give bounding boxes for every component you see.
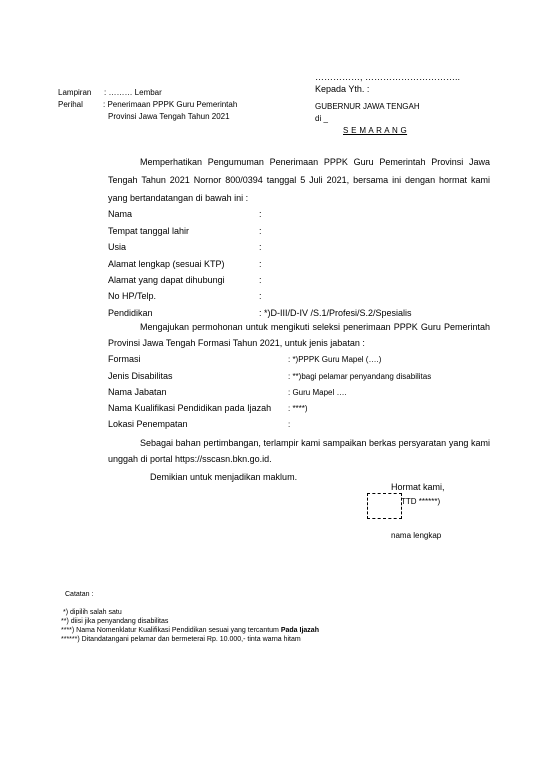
- lampiran-value: : ……… Lembar: [104, 88, 162, 97]
- signature-greeting: Hormat kami,: [391, 482, 445, 492]
- field-value-alamat-hubung: :: [259, 275, 262, 285]
- place-date: ……………, …………………………..: [315, 72, 461, 82]
- closing-line: Demikian untuk menjadikan maklum.: [150, 472, 298, 482]
- field-value-alamat-ktp: :: [259, 259, 262, 269]
- job-value-lokasi: :: [288, 420, 291, 429]
- note-item-1: *) dipilih salah satu: [63, 609, 122, 616]
- field-label-pendidikan: Pendidikan: [108, 308, 153, 318]
- note-item-3: [61, 627, 319, 634]
- signature-name: nama lengkap: [391, 531, 442, 540]
- field-value-usia: :: [259, 242, 262, 252]
- job-value-formasi: : *)PPPK Guru Mapel (….): [288, 355, 382, 364]
- field-label-alamat-hubung: Alamat yang dapat dihubungi: [108, 275, 225, 285]
- recipient-name: GUBERNUR JAWA TENGAH: [315, 102, 420, 111]
- note-item-3-bold: Pada Ijazah: [280, 627, 319, 634]
- field-value-ttl: :: [259, 226, 262, 236]
- signature-ttd: TTD ******): [401, 497, 441, 506]
- field-value-nama: :: [259, 209, 262, 219]
- field-label-nama: Nama: [108, 209, 133, 219]
- note-item-4: ******) Ditandatangani pelamar dan bermeterai Rp. 10.000,- tinta warna hitam: [61, 636, 301, 643]
- field-label-usia: Usia: [108, 242, 127, 252]
- apply-line-2: Provinsi Jawa Tengah Formasi Tahun 2021, untuk jenis jabatan :: [108, 338, 365, 348]
- intro-line-1: Memperhatikan Pengumuman Penerimaan PPPK Guru Pemerintah Provinsi Jawa: [140, 157, 490, 167]
- attach-line-1: Sebagai bahan pertimbangan, terlampir kami sampaikan berkas persyaratan yang kami: [140, 438, 490, 448]
- field-value-pendidikan: : *)D-III/D-IV /S.1/Profesi/S.2/Spesialis: [259, 308, 412, 318]
- job-label-lokasi: Lokasi Penempatan: [108, 419, 188, 429]
- intro-line-3: yang bertandatangan di bawah ini :: [108, 193, 249, 203]
- intro-line-2: Tengah Tahun 2021 Nornor 800/0394 tanggal 5 Juli 2021, bersama ini dengan hormat kami: [108, 175, 490, 185]
- job-label-jabatan: Nama Jabatan: [108, 387, 167, 397]
- notes-title: Catatan :: [65, 591, 94, 598]
- job-value-disabilitas: : **)bagi pelamar penyandang disabilitas: [288, 372, 432, 381]
- job-value-kualifikasi: : ****): [288, 404, 308, 413]
- perihal-label: Perihal: [58, 100, 83, 109]
- field-label-ttl: Tempat tanggal lahir: [108, 226, 190, 236]
- job-value-jabatan: : Guru Mapel ….: [288, 388, 347, 397]
- recipient-label: Kepada Yth. :: [315, 84, 370, 94]
- attach-line-2: unggah di portal https://sscasn.bkn.go.id.: [108, 454, 272, 464]
- job-label-kualifikasi: Nama Kualifikasi Pendidikan pada Ijazah: [108, 403, 272, 413]
- note-item-2: **) diisi jika penyandang disabilitas: [61, 618, 169, 625]
- recipient-city: S E M A R A N G: [343, 126, 408, 135]
- field-value-hp: :: [259, 291, 262, 301]
- field-label-hp: No HP/Telp.: [108, 291, 157, 301]
- apply-line-1: Mengajukan permohonan untuk mengikuti seleksi penerimaan PPPK Guru Pemerintah: [140, 322, 490, 332]
- note-item-3-text: ****) Nama Nomenklatur Kualifikasi Pendidikan sesuai yang tercantum: [61, 627, 279, 634]
- perihal-value-line1: : Penerimaan PPPK Guru Pemerintah: [103, 100, 238, 109]
- field-label-alamat-ktp: Alamat lengkap (sesuai KTP): [108, 259, 225, 269]
- perihal-value-line2: Provinsi Jawa Tengah Tahun 2021: [108, 112, 230, 121]
- job-label-disabilitas: Jenis Disabilitas: [108, 371, 173, 381]
- lampiran-label: Lampiran: [58, 88, 92, 97]
- job-label-formasi: Formasi: [108, 354, 141, 364]
- stamp-box: [367, 493, 402, 519]
- recipient-di: di _: [315, 114, 328, 123]
